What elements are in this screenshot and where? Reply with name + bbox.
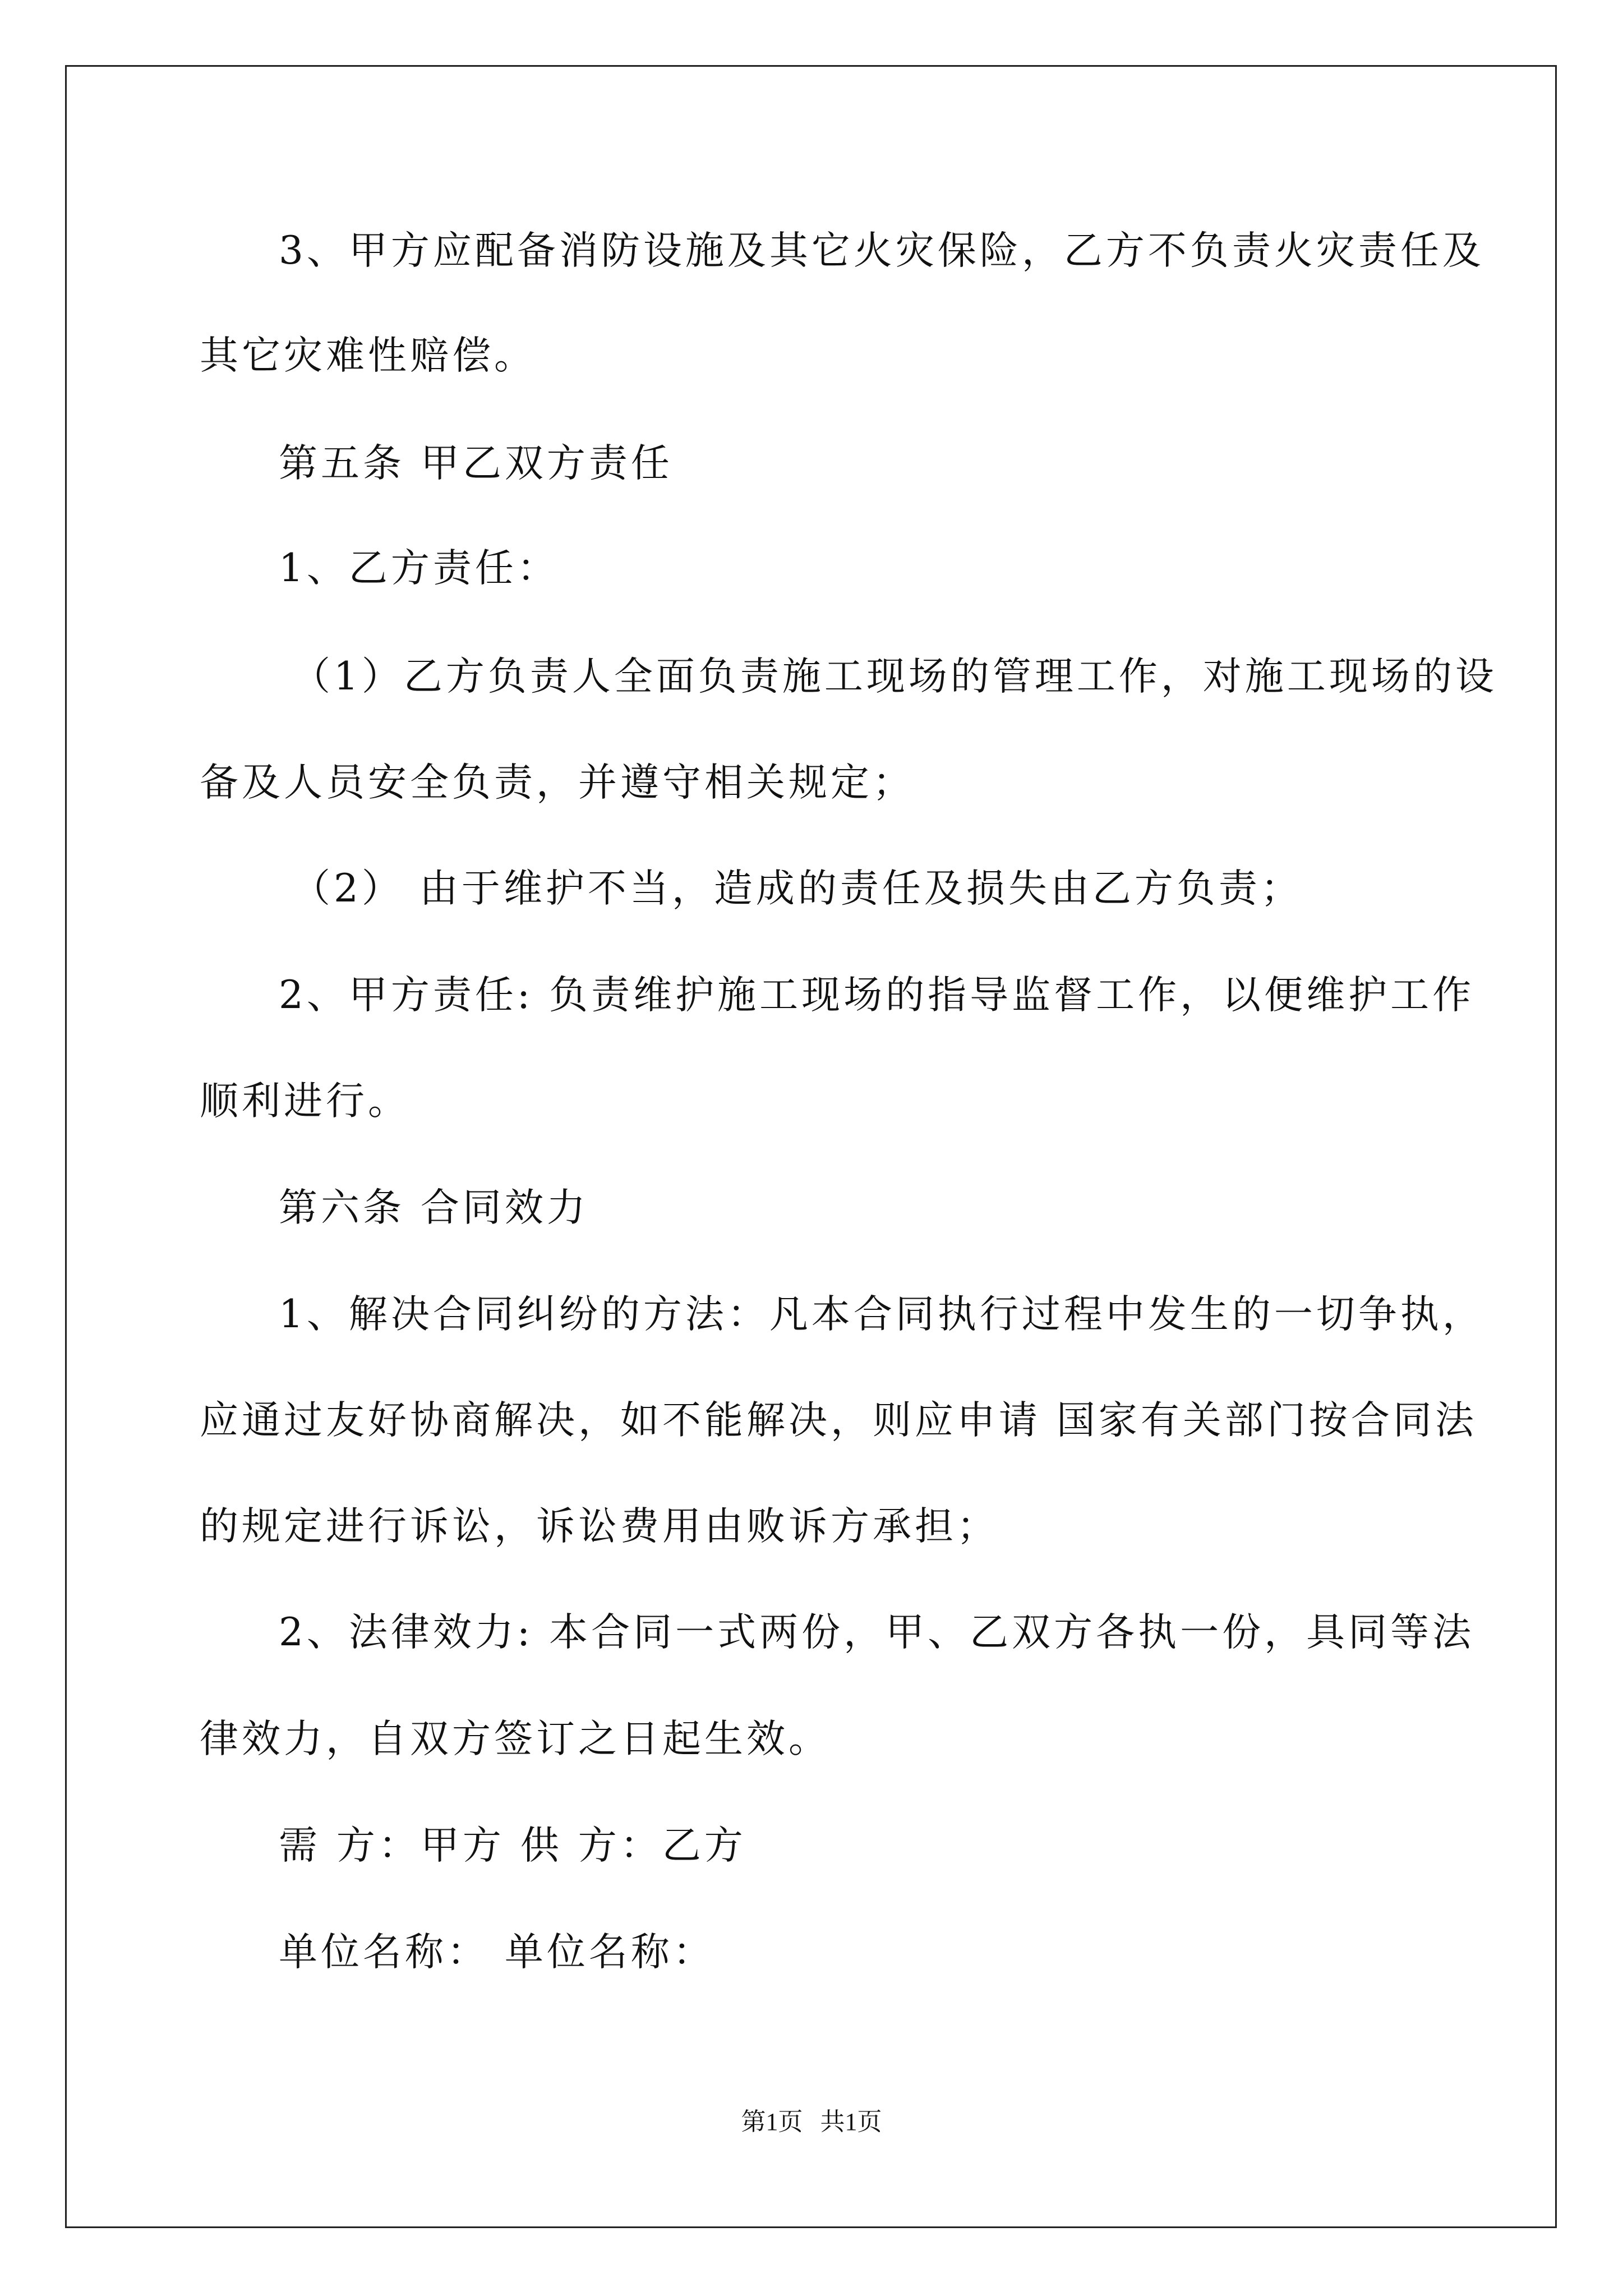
section-heading: 第六条 合同效力 — [279, 1185, 589, 1230]
paragraph-line: 律效力，自双方签订之日起生效。 — [200, 1717, 831, 1761]
page-number-current: 第1页 — [741, 2108, 803, 2136]
paragraph-line: （2） 由于维护不当，造成的责任及损失由乙方负责； — [292, 866, 1303, 911]
paragraph-line: 1、解决合同纠纷的方法：凡本合同执行过程中发生的一切争执， — [279, 1292, 1484, 1337]
page-border — [65, 65, 1557, 2228]
page-footer — [0, 2106, 1623, 2138]
paragraph-line: 3、甲方应配备消防设施及其它火灾保险，乙方不负责火灾责任及 — [279, 228, 1484, 273]
signature-unit-names: 单位名称： 单位名称： — [279, 1930, 715, 1975]
paragraph-line: 2、法律效力: 本合同一式两份，甲、乙双方各执一份，具同等法 — [279, 1610, 1475, 1655]
paragraph-line: 备及人员安全负责，并遵守相关规定； — [200, 760, 915, 805]
paragraph-line: 其它灾难性赔偿。 — [200, 333, 536, 378]
section-heading: 第五条 甲乙双方责任 — [279, 441, 673, 486]
paragraph-line: 的规定进行诉讼，诉讼费用由败诉方承担； — [200, 1504, 999, 1549]
page-number-total: 共1页 — [820, 2108, 882, 2136]
paragraph-line: 应通过友好协商解决，如不能解决，则应申请 国家有关部门按合同法 — [200, 1398, 1477, 1443]
paragraph-line: 2、甲方责任: 负责维护施工现场的指导监督工作，以便维护工作 — [279, 973, 1475, 1018]
signature-parties: 需 方：甲方 供 方：乙方 — [279, 1823, 746, 1868]
paragraph-line: （1）乙方负责人全面负责施工现场的管理工作，对施工现场的设 — [292, 654, 1497, 699]
paragraph-line: 1、乙方责任： — [279, 546, 559, 591]
paragraph-line: 顺利进行。 — [200, 1079, 410, 1124]
